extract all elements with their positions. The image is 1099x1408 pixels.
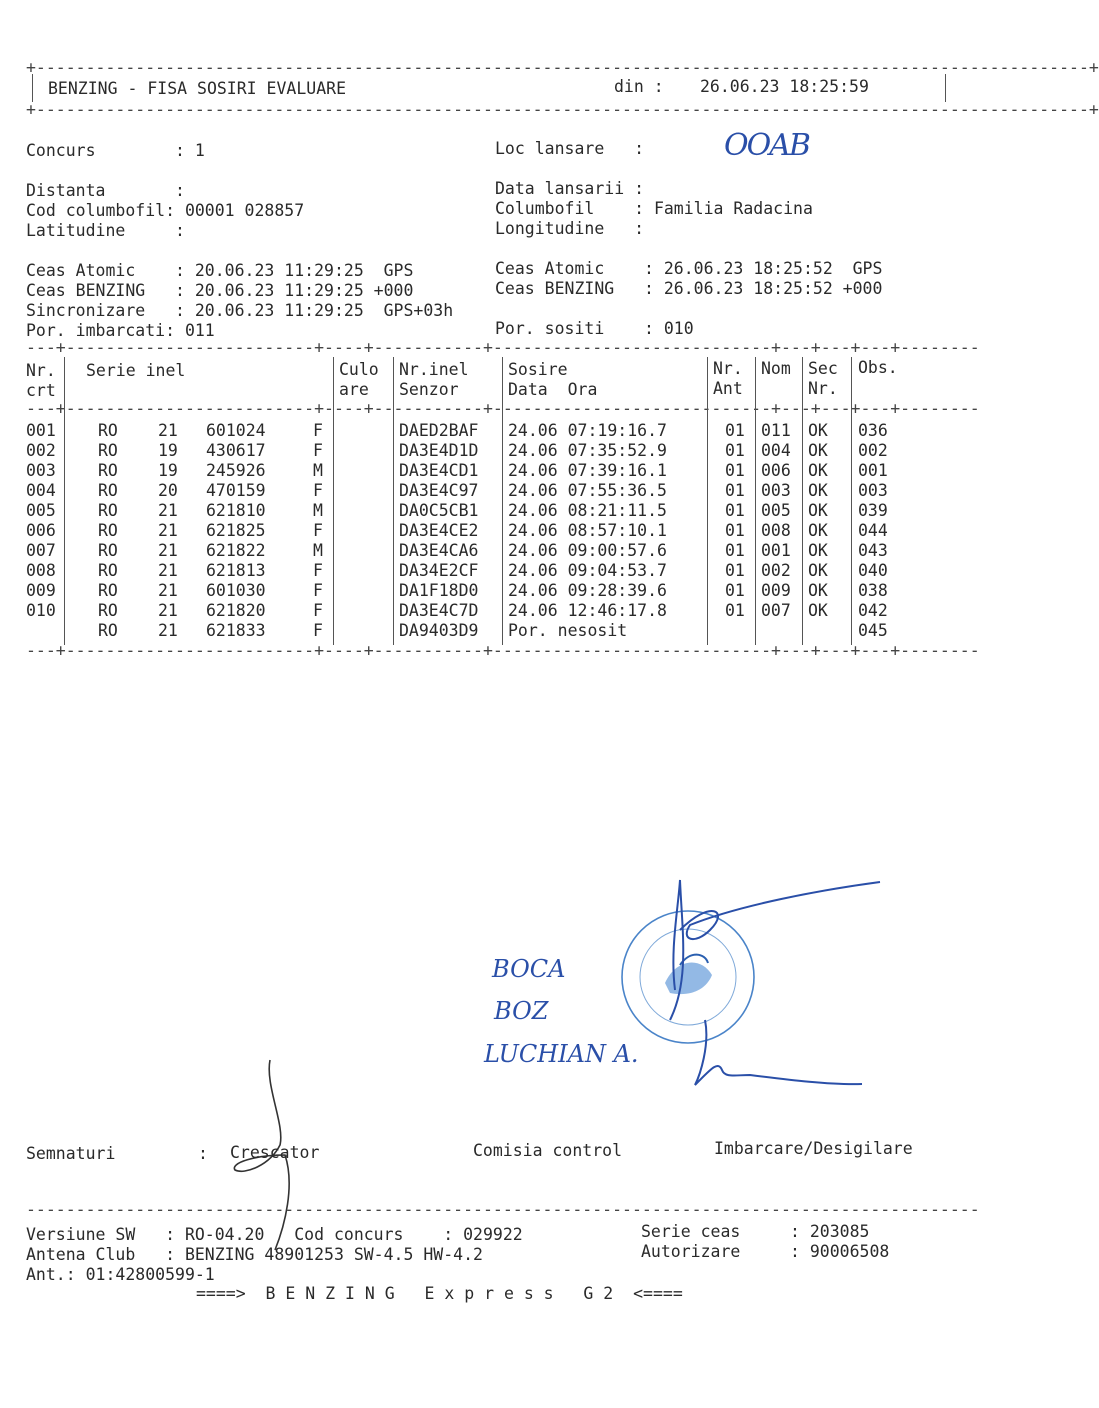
row-sec: OK xyxy=(808,481,828,500)
row-crt: 003 xyxy=(26,461,56,480)
header-nom: Nom xyxy=(761,359,791,378)
versiune-sw: Versiune SW : RO-04.20 Cod concurs : 029922 xyxy=(26,1225,523,1244)
row-sex: F xyxy=(313,581,323,600)
row-crt: 006 xyxy=(26,521,56,540)
row-ant: 01 xyxy=(725,441,745,460)
row-ring-number: 621833 xyxy=(206,621,266,640)
row-obs: 045 xyxy=(858,621,888,640)
handwritten-name-3: LUCHIAN A. xyxy=(484,1040,639,1068)
row-ant: 01 xyxy=(725,421,745,440)
row-country: RO xyxy=(98,581,118,600)
header-nr-ant-1: Nr. xyxy=(713,359,743,378)
row-arrival: 24.06 09:04:53.7 xyxy=(508,561,667,580)
distanta-field: Distanta : xyxy=(26,181,185,200)
row-nom: 003 xyxy=(761,481,791,500)
row-ant: 01 xyxy=(725,521,745,540)
semnaturi-separator: : xyxy=(198,1144,208,1163)
semnatura-crescator: Crescator xyxy=(230,1143,320,1162)
row-crt: 010 xyxy=(26,601,56,620)
row-obs: 040 xyxy=(858,561,888,580)
row-year: 21 xyxy=(158,501,178,520)
row-sex: F xyxy=(313,421,323,440)
row-year: 21 xyxy=(158,621,178,640)
row-country: RO xyxy=(98,541,118,560)
row-sensor: DAED2BAF xyxy=(399,421,479,440)
row-arrival: 24.06 08:21:11.5 xyxy=(508,501,667,520)
row-arrival: 24.06 07:55:36.5 xyxy=(508,481,667,500)
row-crt: 008 xyxy=(26,561,56,580)
date-label: din : xyxy=(614,77,664,96)
cod-columbofil-field: Cod columbofil: 00001 028857 xyxy=(26,201,305,220)
row-ant: 01 xyxy=(725,481,745,500)
table-header-separator: ---+-------------------------+----+-----------+----------------------------+---+---+---+-------- xyxy=(26,399,980,418)
row-ring-number: 430617 xyxy=(206,441,266,460)
benzing-express-banner: ====> B E N Z I N G E x p r e s s G 2 <==== xyxy=(196,1284,683,1303)
header-crt: crt xyxy=(26,381,56,400)
row-obs: 002 xyxy=(858,441,888,460)
data-lansarii-field: Data lansarii : xyxy=(495,179,645,198)
row-sensor: DA34E2CF xyxy=(399,561,479,580)
row-sex: F xyxy=(313,621,323,640)
row-year: 19 xyxy=(158,461,178,480)
row-obs: 001 xyxy=(858,461,888,480)
col-rule-senzor xyxy=(502,357,503,645)
loc-lansare-field: Loc lansare : xyxy=(495,139,645,158)
row-year: 21 xyxy=(158,521,178,540)
ceas-benzing-start: Ceas BENZING : 20.06.23 11:29:25 +000 xyxy=(26,281,414,300)
row-sensor: DA3E4CD1 xyxy=(399,461,479,480)
row-nom: 009 xyxy=(761,581,791,600)
footer-separator: ------------------------------------------------------------------------------------------------ xyxy=(26,1200,980,1219)
row-country: RO xyxy=(98,521,118,540)
row-arrival: 24.06 07:35:52.9 xyxy=(508,441,667,460)
row-ring-number: 621820 xyxy=(206,601,266,620)
row-sex: F xyxy=(313,441,323,460)
row-sec: OK xyxy=(808,501,828,520)
row-sec: OK xyxy=(808,601,828,620)
header-culoare-1: Culo xyxy=(339,360,379,379)
por-sositi-field: Por. sositi : 010 xyxy=(495,319,694,338)
row-nom: 002 xyxy=(761,561,791,580)
col-rule-serie xyxy=(333,357,334,645)
row-arrival: 24.06 12:46:17.8 xyxy=(508,601,667,620)
row-obs: 042 xyxy=(858,601,888,620)
row-sex: F xyxy=(313,521,323,540)
row-ant: 01 xyxy=(725,501,745,520)
row-sensor: DA3E4CA6 xyxy=(399,541,479,560)
row-ring-number: 601030 xyxy=(206,581,266,600)
row-crt: 004 xyxy=(26,481,56,500)
row-sex: M xyxy=(313,501,323,520)
semnatura-comisia: Comisia control xyxy=(473,1141,623,1160)
row-ring-number: 621813 xyxy=(206,561,266,580)
header-senzor: Senzor xyxy=(399,380,459,399)
serie-ceas: Serie ceas : 203085 xyxy=(641,1222,870,1241)
table-bottom-border: ---+-------------------------+----+-----------+----------------------------+---+---+---+-------- xyxy=(26,641,980,660)
row-sex: M xyxy=(313,461,323,480)
header-nr-ant-2: Ant xyxy=(713,379,743,398)
header-sec-1: Sec xyxy=(808,359,838,378)
row-sex: F xyxy=(313,601,323,620)
row-year: 21 xyxy=(158,581,178,600)
row-sensor: DA3E4C97 xyxy=(399,481,479,500)
row-ant: 01 xyxy=(725,461,745,480)
row-crt: 002 xyxy=(26,441,56,460)
header-nr-inel: Nr.inel xyxy=(399,360,469,379)
row-ant: 01 xyxy=(725,601,745,620)
row-country: RO xyxy=(98,621,118,640)
row-nom: 006 xyxy=(761,461,791,480)
row-ring-number: 601024 xyxy=(206,421,266,440)
row-year: 19 xyxy=(158,441,178,460)
handwritten-name-2: BOZ xyxy=(494,997,549,1025)
col-rule-ant xyxy=(755,357,756,645)
row-obs: 044 xyxy=(858,521,888,540)
columbofil-field: Columbofil : Familia Radacina xyxy=(495,199,813,218)
row-year: 21 xyxy=(158,541,178,560)
row-ant: 01 xyxy=(725,581,745,600)
semnaturi-label: Semnaturi xyxy=(26,1144,116,1163)
row-arrival: 24.06 08:57:10.1 xyxy=(508,521,667,540)
ceas-benzing-end: Ceas BENZING : 26.06.23 18:25:52 +000 xyxy=(495,279,883,298)
header-top-border: +----------------------------------------------------------------------------------------------------------+ xyxy=(26,58,1099,77)
header-sosire: Sosire xyxy=(508,360,568,379)
header-culoare-2: are xyxy=(339,380,369,399)
row-obs: 043 xyxy=(858,541,888,560)
row-country: RO xyxy=(98,561,118,580)
header-left-border xyxy=(32,74,33,102)
date-value: 26.06.23 18:25:59 xyxy=(700,77,869,96)
row-ring-number: 621822 xyxy=(206,541,266,560)
header-bottom-border: +----------------------------------------------------------------------------------------------------------+ xyxy=(26,100,1099,119)
row-year: 20 xyxy=(158,481,178,500)
ant-id: Ant.: 01:42800599-1 xyxy=(26,1265,215,1284)
row-sec: OK xyxy=(808,441,828,460)
col-rule-culoare xyxy=(393,357,394,645)
header-obs: Obs. xyxy=(858,358,898,377)
row-crt: 001 xyxy=(26,421,56,440)
row-nom: 005 xyxy=(761,501,791,520)
header-nr: Nr. xyxy=(26,361,56,380)
row-country: RO xyxy=(98,441,118,460)
row-arrival: 24.06 09:28:39.6 xyxy=(508,581,667,600)
header-data-ora: Data Ora xyxy=(508,380,598,399)
row-country: RO xyxy=(98,481,118,500)
concurs-field: Concurs : 1 xyxy=(26,141,205,160)
handwritten-name-1: BOCA xyxy=(492,955,566,983)
header-serie-inel: Serie inel xyxy=(86,361,186,380)
row-sensor: DA9403D9 xyxy=(399,621,479,640)
semnatura-imbarcare: Imbarcare/Desigilare xyxy=(714,1139,913,1158)
sincronizare-field: Sincronizare : 20.06.23 11:29:25 GPS+03h xyxy=(26,301,454,320)
col-rule-nom xyxy=(802,357,803,645)
row-ring-number: 621825 xyxy=(206,521,266,540)
row-sex: M xyxy=(313,541,323,560)
row-sensor: DA0C5CB1 xyxy=(399,501,479,520)
row-crt: 007 xyxy=(26,541,56,560)
row-ant: 01 xyxy=(725,561,745,580)
row-sec: OK xyxy=(808,541,828,560)
row-country: RO xyxy=(98,421,118,440)
table-top-border: ---+-------------------------+----+-----------+----------------------------+---+---+---+-------- xyxy=(26,338,980,357)
row-ant: 01 xyxy=(725,541,745,560)
row-nom: 001 xyxy=(761,541,791,560)
row-ring-number: 621810 xyxy=(206,501,266,520)
col-rule-sosire xyxy=(707,357,708,645)
row-nom: 004 xyxy=(761,441,791,460)
col-rule-sec xyxy=(851,357,852,645)
por-imbarcati-field: Por. imbarcati: 011 xyxy=(26,321,215,340)
row-obs: 003 xyxy=(858,481,888,500)
row-sensor: DA3E4CE2 xyxy=(399,521,479,540)
row-sex: F xyxy=(313,561,323,580)
row-nom: 007 xyxy=(761,601,791,620)
row-arrival: 24.06 07:19:16.7 xyxy=(508,421,667,440)
row-crt: 005 xyxy=(26,501,56,520)
row-nom: 008 xyxy=(761,521,791,540)
row-sensor: DA3E4C7D xyxy=(399,601,479,620)
row-country: RO xyxy=(98,601,118,620)
row-nom: 011 xyxy=(761,421,791,440)
row-sec: OK xyxy=(808,561,828,580)
col-rule-crt xyxy=(64,357,65,645)
row-crt: 009 xyxy=(26,581,56,600)
row-year: 21 xyxy=(158,561,178,580)
row-sec: OK xyxy=(808,421,828,440)
row-sex: F xyxy=(313,481,323,500)
row-sensor: DA1F18D0 xyxy=(399,581,479,600)
header-right-border xyxy=(945,74,946,102)
autorizare: Autorizare : 90006508 xyxy=(641,1242,890,1261)
row-obs: 036 xyxy=(858,421,888,440)
row-sec: OK xyxy=(808,521,828,540)
row-obs: 039 xyxy=(858,501,888,520)
row-ring-number: 470159 xyxy=(206,481,266,500)
ceas-atomic-start: Ceas Atomic : 20.06.23 11:29:25 GPS xyxy=(26,261,414,280)
row-arrival: 24.06 09:00:57.6 xyxy=(508,541,667,560)
header-sec-2: Nr. xyxy=(808,379,838,398)
row-sensor: DA3E4D1D xyxy=(399,441,479,460)
row-year: 21 xyxy=(158,421,178,440)
row-ring-number: 245926 xyxy=(206,461,266,480)
document-title: BENZING - FISA SOSIRI EVALUARE xyxy=(48,79,347,98)
latitudine-field: Latitudine : xyxy=(26,221,185,240)
row-arrival: Por. nesosit xyxy=(508,621,628,640)
row-country: RO xyxy=(98,501,118,520)
row-sec: OK xyxy=(808,461,828,480)
longitudine-field: Longitudine : xyxy=(495,219,645,238)
row-year: 21 xyxy=(158,601,178,620)
row-country: RO xyxy=(98,461,118,480)
commission-signature xyxy=(600,870,900,1110)
antena-club: Antena Club : BENZING 48901253 SW-4.5 HW-4.2 xyxy=(26,1245,483,1264)
loc-lansare-handwritten: OOAB xyxy=(724,128,809,163)
row-arrival: 24.06 07:39:16.1 xyxy=(508,461,667,480)
row-sec: OK xyxy=(808,581,828,600)
row-obs: 038 xyxy=(858,581,888,600)
ceas-atomic-end: Ceas Atomic : 26.06.23 18:25:52 GPS xyxy=(495,259,883,278)
